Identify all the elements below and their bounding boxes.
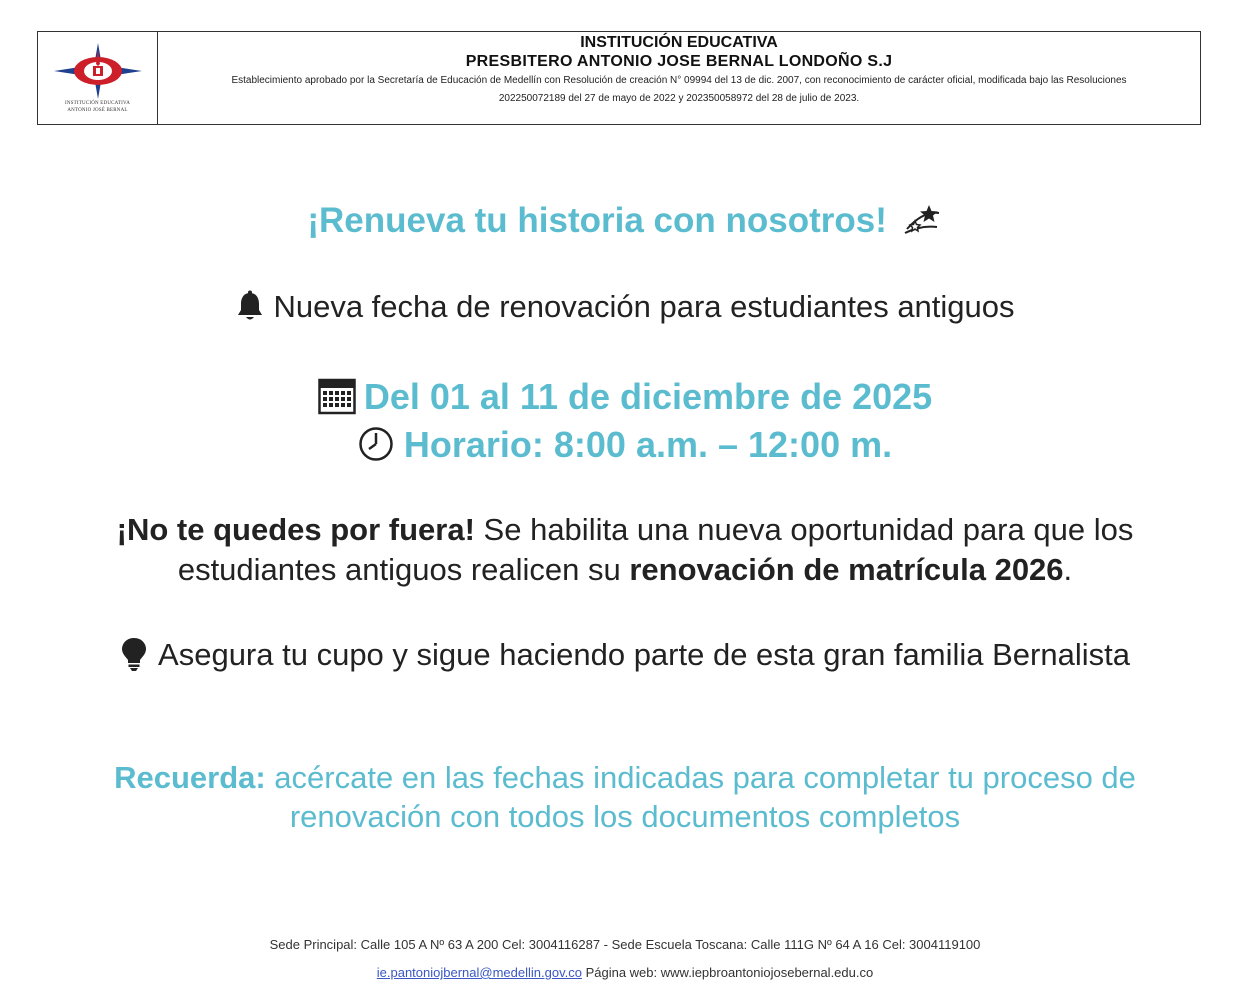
reminder-label: Recuerda: xyxy=(114,760,266,795)
calendar-icon xyxy=(318,377,356,415)
email-link[interactable]: ie.pantoniojbernal@medellin.gov.co xyxy=(376,965,582,980)
clock-icon xyxy=(358,426,394,462)
page-title xyxy=(0,199,1250,243)
institution-logo xyxy=(52,42,144,100)
website-text: Página web: www.iepbroantoniojosebernal.edu.co xyxy=(581,965,874,980)
institution-name: PRESBITERO ANTONIO JOSE BERNAL LONDOÑO S.J xyxy=(465,53,893,70)
call-to-action: ¡No te quedes por fuera! xyxy=(116,512,475,547)
institution-type: INSTITUCIÓN EDUCATIVA xyxy=(580,34,778,51)
renewal-hours xyxy=(0,422,1250,468)
reminder-line-1 xyxy=(0,757,1250,799)
paragraph-text-1: Se habilita una nueva oportunidad para que los xyxy=(474,512,1134,547)
footer-address xyxy=(0,935,1250,955)
paragraph-end: . xyxy=(1063,552,1073,587)
enrollment-highlight: renovación de matrícula 2026 xyxy=(629,552,1064,587)
logo-caption-2: ANTONIO JOSÉ BERNAL xyxy=(67,108,128,113)
logo-cell xyxy=(38,32,158,124)
lightbulb-icon xyxy=(120,636,148,672)
subtitle-text: Nueva fecha de renovación para estudiantes antiguos xyxy=(273,289,1015,324)
reminder-text-1: acércate en las fechas indicadas para completar tu proceso de xyxy=(265,760,1136,795)
date-text: Del 01 al 11 de diciembre de 2025 xyxy=(363,376,933,417)
subtitle xyxy=(0,286,1250,328)
footer-address-text: Sede Principal: Calle 105 A Nº 63 A 200 Cel: 3004116287 - Sede Escuela Toscana: Calle 111G Nº 64 A 16 Cel: 3004119100 xyxy=(269,937,981,952)
hours-text: Horario: 8:00 a.m. – 12:00 m. xyxy=(403,424,893,465)
tip-line xyxy=(0,634,1250,676)
resolution-text-2: 202250072189 del 27 de mayo de 2022 y 202350058972 del 28 de julio de 2023. xyxy=(498,93,860,104)
bell-icon xyxy=(235,290,265,322)
resolution-text: Establecimiento aprobado por la Secretaría de Educación de Medellín con Resolución de creación N° 09994 del 13 de dic. 2007, con reconocimiento de carácter oficial, modificada bajo las Resoluciones xyxy=(231,75,1127,86)
renewal-date xyxy=(0,374,1250,420)
header-text xyxy=(158,32,1200,124)
logo-caption-1: INSTITUCIÓN EDUCATIVA xyxy=(64,101,131,106)
paragraph-line-1 xyxy=(0,510,1250,550)
reminder-text-2: renovación con todos los documentos completos xyxy=(289,799,961,834)
institution-header xyxy=(37,31,1201,125)
shooting-stars-icon xyxy=(903,203,943,237)
tip-text: Asegura tu cupo y sigue haciendo parte de esta gran familia Bernalista xyxy=(158,637,1130,672)
paragraph-text-2: estudiantes antiguos realicen su xyxy=(177,552,630,587)
footer-contact xyxy=(0,963,1250,983)
paragraph-line-2 xyxy=(0,550,1250,590)
reminder-line-2 xyxy=(0,797,1250,837)
title-text: ¡Renueva tu historia con nosotros! xyxy=(307,201,887,240)
